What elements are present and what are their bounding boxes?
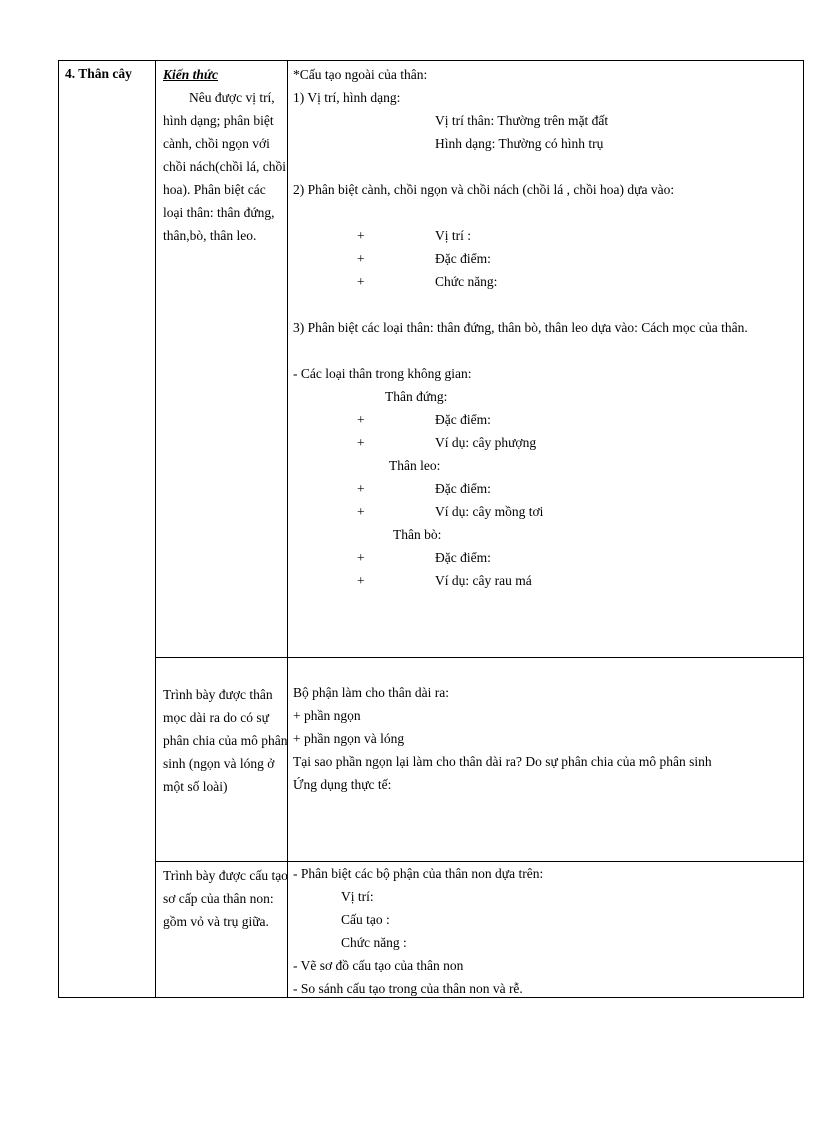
content-line: Đặc điểm: (435, 412, 491, 427)
content-line: - Các loại thân trong không gian: (293, 366, 472, 381)
stem-type-climbing: Thân leo: (389, 458, 441, 473)
row-title: 4. Thân cây (65, 66, 132, 81)
content-line: Vị trí thân: Thường trên mặt đất (435, 113, 609, 128)
plus-marker: + (357, 504, 365, 519)
plus-marker: + (357, 435, 365, 450)
content-line: + phần ngọn (293, 708, 361, 723)
plus-marker: + (357, 228, 365, 243)
content-line: Tại sao phần ngọn lại làm cho thân dài ra? Do sự phân chia của mô phân sinh (293, 754, 712, 769)
content-line: Bộ phận làm cho thân dài ra: (293, 685, 449, 700)
content-line: Ứng dụng thực tế: (293, 777, 392, 792)
section1-heading: Kiến thức (163, 67, 218, 82)
content-line: Đặc điểm: (435, 550, 491, 565)
section1-content (293, 63, 793, 592)
section3-content (293, 862, 793, 1000)
content-line: *Cấu tạo ngoài của thân: (293, 67, 428, 82)
section1-objective-cell (163, 63, 288, 247)
content-line: + phần ngọn và lóng (293, 731, 405, 746)
content-line: - Phân biệt các bộ phận của thân non dựa trên: (293, 866, 544, 881)
stem-type-upright: Thân đứng: (385, 389, 448, 404)
content-line: 3) Phân biệt các loại thân: thân đứng, thân bò, thân leo dựa vào: Cách mọc của thân. (293, 320, 748, 335)
section2-objective: Trình bày được thân mọc dài ra do có sự phân chia của mô phân sinh (ngọn và lóng ở một số loài) (163, 687, 288, 794)
content-line: Đặc điểm: (435, 481, 491, 496)
row-divider-1 (155, 657, 803, 658)
content-line: Ví dụ: cây mồng tơi (435, 504, 544, 519)
lesson-table (58, 60, 804, 998)
content-line: Đặc điểm: (435, 251, 491, 266)
plus-marker: + (357, 274, 365, 289)
stem-type-creeping: Thân bò: (393, 527, 442, 542)
plus-marker: + (357, 481, 365, 496)
plus-marker: + (357, 573, 365, 588)
content-line: Ví dụ: cây rau má (435, 573, 532, 588)
plus-marker: + (357, 251, 365, 266)
content-line: - So sánh cấu tạo trong của thân non và rễ. (293, 981, 523, 996)
section2-content (293, 681, 793, 796)
plus-marker: + (357, 412, 365, 427)
content-line: - Vẽ sơ đồ cấu tạo của thân non (293, 958, 464, 973)
content-line: Chức năng : (341, 935, 407, 950)
content-line: Chức năng: (435, 274, 498, 289)
content-line: Hình dạng: Thường có hình trụ (435, 136, 604, 151)
content-line: Ví dụ: cây phượng (435, 435, 537, 450)
content-line: Vị trí : (435, 228, 471, 243)
plus-marker: + (357, 550, 365, 565)
section3-objective: Trình bày được cấu tạo sơ cấp của thân non: gồm vỏ và trụ giữa. (163, 868, 288, 929)
content-line: 1) Vị trí, hình dạng: (293, 90, 401, 105)
content-line: 2) Phân biệt cành, chồi ngọn và chồi nách (chồi lá , chồi hoa) dựa vào: (293, 182, 675, 197)
section1-objective: Nêu được vị trí, hình dạng; phân biệt cành, chồi ngọn với chồi nách(chồi lá, chồi hoa). Phân biệt các loại thân: thân đứng, thân,bò, thân leo. (163, 90, 286, 243)
content-line: Vị trí: (341, 889, 374, 904)
column-divider-1 (155, 61, 156, 997)
content-line: Cấu tạo : (341, 912, 390, 927)
